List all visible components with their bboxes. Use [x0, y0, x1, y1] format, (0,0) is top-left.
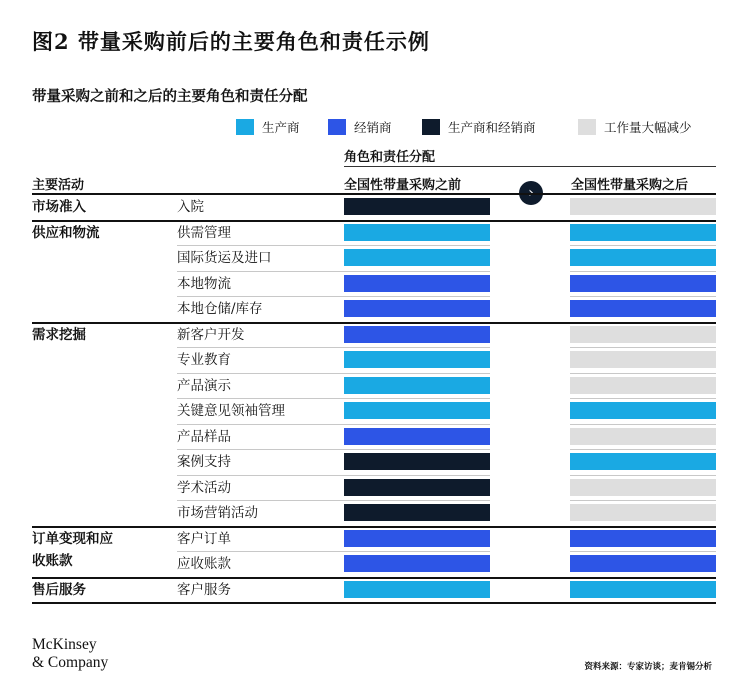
chart-subtitle: 带量采购之前和之后的主要角色和责任分配	[32, 88, 308, 105]
after-bar	[570, 300, 716, 317]
category-label: 供应和物流	[32, 224, 100, 241]
before-bar	[344, 275, 490, 292]
row-divider	[570, 500, 716, 501]
after-bar	[570, 479, 716, 496]
activity-label: 关键意见领袖管理	[177, 403, 285, 419]
before-bar	[344, 581, 490, 598]
after-bar	[570, 530, 716, 547]
row-divider	[570, 449, 716, 450]
legend-label-distributor: 经销商	[354, 120, 392, 135]
activity-label: 新客户开发	[177, 326, 245, 343]
row-divider	[570, 424, 716, 425]
source-note: 资料来源：专家访谈；麦肯锡分析	[584, 662, 712, 672]
before-bar	[344, 377, 490, 394]
after-column-header: 全国性带量采购之后	[571, 178, 689, 193]
row-divider	[177, 245, 490, 246]
activity-label: 本地物流	[177, 275, 231, 292]
before-bar	[344, 504, 490, 521]
chevron-right-icon: ›	[519, 181, 543, 205]
after-bar	[570, 224, 716, 241]
row-divider	[570, 347, 716, 348]
row-divider	[177, 475, 490, 476]
activity-label: 本地仓储/库存	[177, 301, 263, 317]
row-divider	[570, 296, 716, 297]
before-bar	[344, 300, 490, 317]
after-bar	[570, 402, 716, 419]
after-bar	[570, 351, 716, 368]
row-divider	[570, 551, 716, 552]
activity-label: 学术活动	[177, 479, 231, 496]
header-group-label: 角色和责任分配	[344, 150, 436, 165]
before-column-header: 全国性带量采购之前	[344, 178, 462, 193]
logo-line-1: McKinsey	[32, 636, 97, 653]
after-bar	[570, 275, 716, 292]
legend-label-reduced: 工作量大幅减少	[604, 120, 692, 135]
category-divider	[32, 526, 716, 528]
row-divider	[177, 373, 490, 374]
activity-label: 市场营销活动	[177, 505, 258, 521]
category-label: 售后服务	[32, 581, 86, 598]
before-bar	[344, 249, 490, 266]
category-label: 需求挖掘	[32, 326, 86, 343]
before-bar	[344, 555, 490, 572]
activity-label: 产品样品	[177, 428, 231, 445]
after-bar	[570, 377, 716, 394]
row-divider	[177, 271, 490, 272]
row-divider	[177, 500, 490, 501]
activity-label: 国际货运及进口	[177, 250, 272, 266]
before-bar	[344, 326, 490, 343]
category-label: 订单变现和应收账款	[32, 530, 113, 569]
before-bar	[344, 224, 490, 241]
after-bar	[570, 453, 716, 470]
after-bar	[570, 249, 716, 266]
after-bar	[570, 504, 716, 521]
legend-label-both: 生产商和经销商	[448, 120, 536, 135]
row-divider	[570, 245, 716, 246]
before-bar	[344, 351, 490, 368]
row-divider	[177, 449, 490, 450]
row-divider	[177, 424, 490, 425]
activity-label: 应收账款	[177, 556, 231, 572]
before-bar	[344, 530, 490, 547]
activity-label: 供需管理	[177, 224, 231, 241]
row-divider	[570, 398, 716, 399]
after-bar	[570, 581, 716, 598]
category-divider	[32, 602, 716, 604]
row-divider	[570, 373, 716, 374]
activity-label: 专业教育	[177, 352, 231, 368]
row-divider	[177, 347, 490, 348]
mckinsey-logo	[32, 636, 108, 672]
activity-label: 案例支持	[177, 454, 231, 470]
after-bar	[570, 555, 716, 572]
row-divider	[177, 551, 490, 552]
before-bar	[344, 479, 490, 496]
activity-label: 产品演示	[177, 377, 231, 394]
activity-label: 入院	[177, 199, 204, 215]
activity-column-header: 主要活动	[32, 178, 85, 193]
row-divider	[177, 296, 490, 297]
row-divider	[570, 271, 716, 272]
category-label: 市场准入	[32, 199, 86, 215]
before-bar	[344, 453, 490, 470]
table-top-rule	[32, 193, 716, 195]
after-bar	[570, 198, 716, 215]
after-bar	[570, 326, 716, 343]
after-bar	[570, 428, 716, 445]
before-bar	[344, 198, 490, 215]
chart-title: 图2 带量采购前后的主要角色和责任示例	[32, 29, 430, 54]
row-divider	[177, 398, 490, 399]
before-bar	[344, 428, 490, 445]
activity-label: 客户服务	[177, 581, 231, 598]
legend-label-manufacturer: 生产商	[262, 120, 300, 135]
logo-line-2: & Company	[32, 654, 109, 671]
activity-label: 客户订单	[177, 530, 231, 547]
row-divider	[570, 475, 716, 476]
before-bar	[344, 402, 490, 419]
